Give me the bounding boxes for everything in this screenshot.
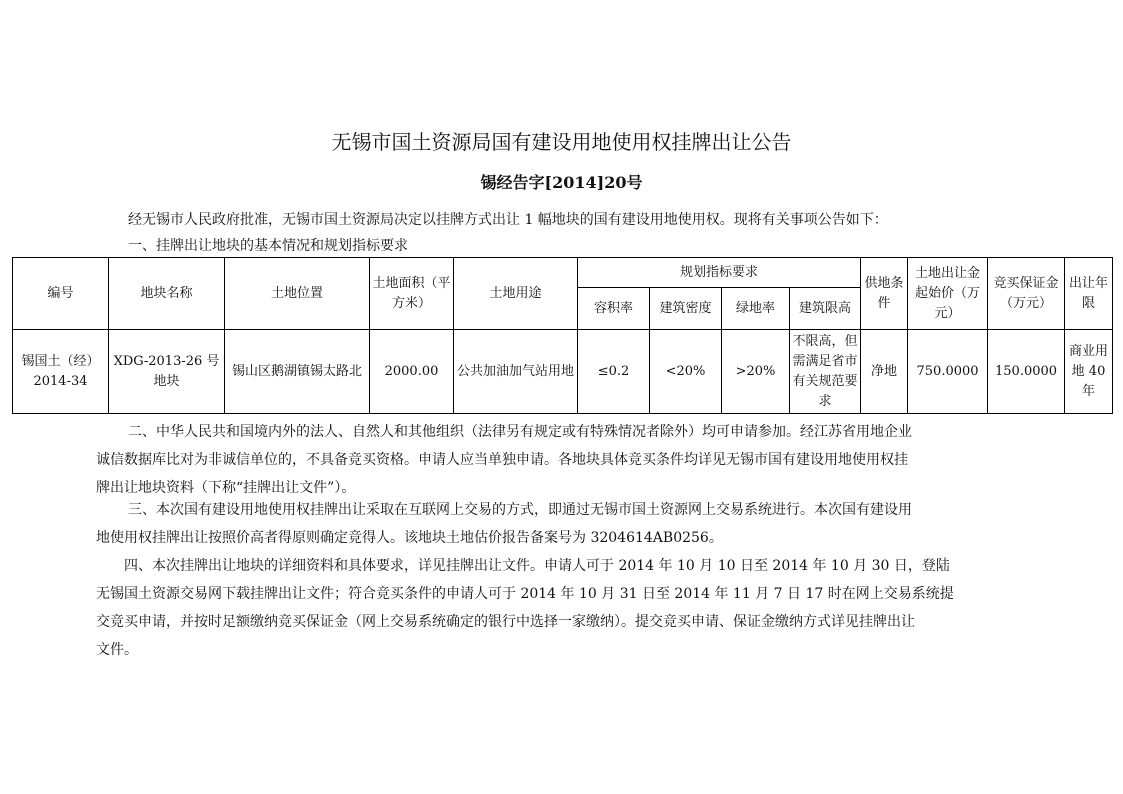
cell-green: >20% <box>722 330 790 414</box>
header-height: 建筑限高 <box>790 288 861 330</box>
header-density: 建筑密度 <box>650 288 722 330</box>
cell-location: 锡山区鹅湖镇锡太路北 <box>225 330 370 414</box>
document-number: 锡经告字[2014]20号 <box>480 173 643 192</box>
header-planning-group: 规划指标要求 <box>578 258 861 288</box>
paragraph-2-line: 二、中华人民共和国境内外的法人、自然人和其他组织（法律另有规定或有特殊情况者除外）均可申请参加。经江苏省用地企业 <box>128 424 912 440</box>
section1-heading: 一、挂牌出让地块的基本情况和规划指标要求 <box>128 238 408 254</box>
paragraph-4-line: 文件。 <box>96 642 138 658</box>
header-use: 土地用途 <box>454 258 578 330</box>
cell-name: XDG-2013-26 号地块 <box>109 330 225 414</box>
paragraph-4-line: 四、本次挂牌出让地块的详细资料和具体要求，详见挂牌出让文件。申请人可于 2014 年 10 月 10 日至 2014 年 10 月 30 日，登陆 <box>124 558 950 574</box>
cell-term: 商业用地 40 年 <box>1065 330 1113 414</box>
intro-paragraph: 经无锡市人民政府批准，无锡市国土资源局决定以挂牌方式出让 1 幅地块的国有建设用地使用权。现将有关事项公告如下： <box>128 212 888 228</box>
header-deposit: 竞买保证金（万元） <box>988 258 1065 330</box>
header-code: 编号 <box>13 258 109 330</box>
cell-density: <20% <box>650 330 722 414</box>
cell-deposit: 150.0000 <box>988 330 1065 414</box>
paragraph-2 <box>96 418 1028 502</box>
paragraph-4-line: 交竞买申请，并按时足额缴纳竞买保证金（网上交易系统确定的银行中选择一家缴纳）。提交竞买申请、保证金缴纳方式详见挂牌出让 <box>96 614 915 630</box>
land-plot-table <box>12 257 1113 414</box>
cell-area: 2000.00 <box>370 330 454 414</box>
table-row <box>13 330 1113 414</box>
header-location: 土地位置 <box>225 258 370 330</box>
paragraph-2-line: 牌出让地块资料（下称“挂牌出让文件”）。 <box>96 480 356 496</box>
cell-supply: 净地 <box>861 330 908 414</box>
header-name: 地块名称 <box>109 258 225 330</box>
cell-far: ≤0.2 <box>578 330 650 414</box>
cell-start-price: 750.0000 <box>908 330 988 414</box>
header-term: 出让年限 <box>1065 258 1113 330</box>
cell-code: 锡国土（经）2014-34 <box>13 330 109 414</box>
paragraph-3-line: 地使用权挂牌出让按照价高者得原则确定竞得人。该地块土地估价报告备案号为 3204614AB0256。 <box>96 530 723 546</box>
paragraph-4 <box>96 552 1028 664</box>
header-start-price: 土地出让金起始价（万元） <box>908 258 988 330</box>
paragraph-4-line: 无锡国土资源交易网下载挂牌出让文件；符合竞买条件的申请人可于 2014 年 10 月 31 日至 2014 年 11 月 7 日 17 时在网上交易系统提 <box>96 586 954 602</box>
header-green: 绿地率 <box>722 288 790 330</box>
cell-use: 公共加油加气站用地 <box>454 330 578 414</box>
paragraph-3-line: 三、本次国有建设用地使用权挂牌出让采取在互联网上交易的方式，即通过无锡市国土资源网上交易系统进行。本次国有建设用 <box>128 502 912 518</box>
paragraph-3 <box>96 496 1028 552</box>
cell-height: 不限高，但需满足省市有关规范要求 <box>790 330 861 414</box>
header-far: 容积率 <box>578 288 650 330</box>
header-supply: 供地条件 <box>861 258 908 330</box>
page-title: 无锡市国土资源局国有建设用地使用权挂牌出让公告 <box>331 130 792 154</box>
header-area: 土地面积（平方米） <box>370 258 454 330</box>
paragraph-2-line: 诚信数据库比对为非诚信单位的，不具备竞买资格。申请人应当单独申请。各地块具体竞买条件均详见无锡市国有建设用地使用权挂 <box>96 452 908 468</box>
